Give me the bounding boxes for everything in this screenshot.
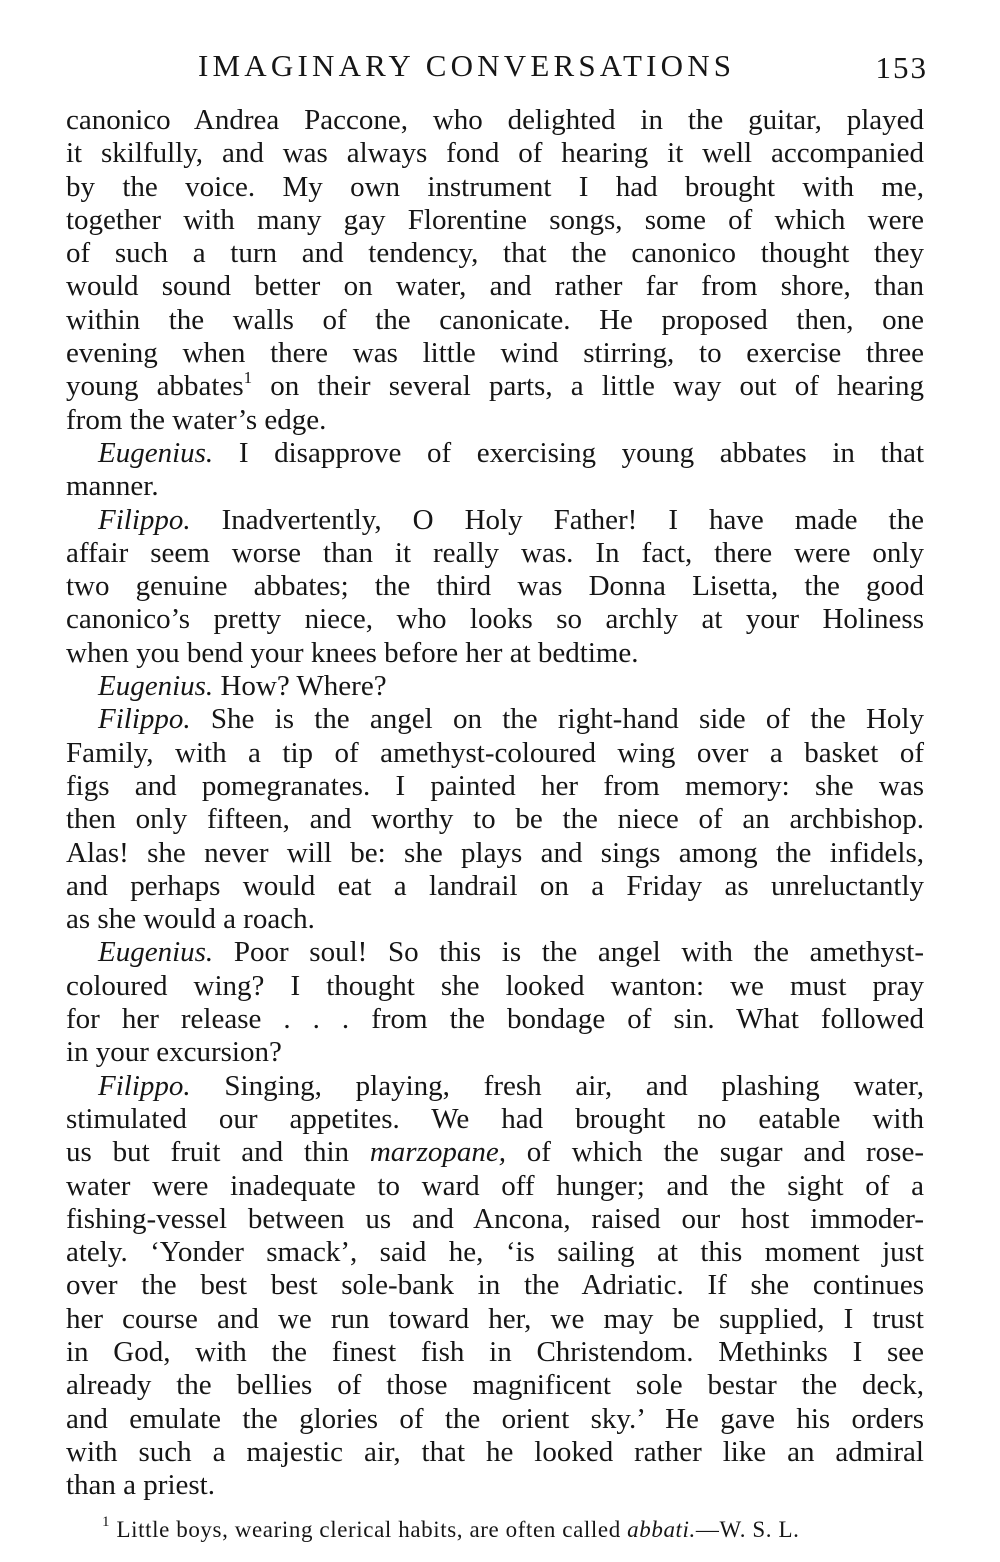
speech-line: [66, 437, 924, 470]
speaker-name: Eugenius.: [98, 936, 214, 969]
text-line: water were inadequate to ward off hunger; and the sight of a: [66, 1169, 924, 1202]
footnote-reference: 1: [243, 367, 253, 387]
text-line: and perhaps would eat a landrail on a Friday as unreluctantly: [66, 869, 924, 902]
footnote-italic-word: abbati.: [627, 1517, 696, 1542]
text-line: from the water’s edge.: [66, 403, 327, 436]
text-line: Alas! she never will be: she plays and sings among the infidels,: [66, 836, 924, 869]
text-line: canonico Andrea Paccone, who delighted in the guitar, played: [66, 104, 924, 136]
text-line: and emulate the glories of the orient sky.’ He gave his orders: [66, 1402, 924, 1435]
speech-line: [66, 504, 924, 537]
text-line: Family, with a tip of amethyst-coloured wing over a basket of: [66, 736, 924, 769]
text-line: within the walls of the canonicate. He proposed then, one: [66, 303, 924, 336]
speaker-name: Eugenius.: [98, 436, 214, 469]
text-line: canonico’s pretty niece, who looks so archly at your Holiness: [66, 603, 924, 636]
footnote-text: Little boys, wearing clerical habits, are often called: [110, 1517, 628, 1542]
text-line: for her release . . . from the bondage of sin. What followed: [66, 1003, 924, 1036]
speaker-name: Eugenius.: [98, 670, 214, 703]
footnote-marker: 1: [102, 1514, 111, 1531]
speech-text: Poor soul! So this is the angel with the amethyst-: [213, 936, 924, 969]
text-fragment: us but fruit and thin: [66, 1136, 370, 1169]
speech-line: [66, 703, 924, 736]
text-line: in God, with the finest fish in Christendom. Methinks I see: [66, 1335, 924, 1368]
text-line: in your excursion?: [66, 1036, 282, 1069]
text-line: it skilfully, and was always fond of hearing it well accompanied: [66, 137, 924, 170]
footnote: [102, 1514, 922, 1546]
running-title: IMAGINARY CONVERSATIONS: [198, 48, 736, 83]
text-line: coloured wing? I thought she looked wanton: we must pray: [66, 969, 924, 1002]
speech-text: I disapprove of exercising young abbates in that: [213, 436, 924, 469]
text-line: fishing-vessel between us and Ancona, raised our host immoder-: [66, 1202, 924, 1235]
text-line: together with many gay Florentine songs, some of which were: [66, 203, 924, 236]
page-number: 153: [875, 50, 928, 85]
text-line: would sound better on water, and rather far from shore, than: [66, 270, 924, 303]
text-line: manner.: [66, 470, 159, 503]
text-line: affair seem worse than it really was. In fact, there were only: [66, 536, 924, 569]
speaker-name: Filippo.: [98, 503, 191, 536]
speaker-name: Filippo.: [98, 1069, 191, 1102]
text-line: of such a turn and tendency, that the canonico thought they: [66, 237, 924, 270]
text-line: [66, 1136, 924, 1169]
speech-line: [66, 1070, 924, 1103]
text-line: as she would a roach.: [66, 903, 315, 936]
text-line: with such a majestic air, that he looked rather like an admiral: [66, 1435, 924, 1468]
text-line: over the best best sole-bank in the Adriatic. If she continues: [66, 1269, 924, 1302]
text-line: then only fifteen, and worthy to be the niece of an archbishop.: [66, 803, 924, 836]
speech-text: She is the angel on the right-hand side of the Holy: [190, 703, 924, 736]
italic-word: marzopane,: [369, 1136, 506, 1169]
body-text: [66, 104, 924, 1502]
text-line: than a priest.: [66, 1469, 215, 1502]
speaker-name: Filippo.: [98, 703, 191, 736]
text-line: her course and we run toward her, we may be supplied, I trust: [66, 1302, 924, 1335]
text-line: evening when there was little wind stirring, to exercise three: [66, 337, 924, 370]
text-line: already the bellies of those magnificent sole bestar the deck,: [66, 1369, 924, 1402]
text-fragment: young abbates: [66, 370, 244, 403]
speech-text: Singing, playing, fresh air, and plashing water,: [190, 1069, 924, 1102]
speech-text: How? Where?: [213, 670, 387, 703]
speech-line: [66, 670, 924, 703]
text-line: figs and pomegranates. I painted her from memory: she was: [66, 769, 924, 802]
text-line: by the voice. My own instrument I had brought with me,: [66, 170, 924, 203]
running-head: [66, 44, 928, 88]
text-line: when you bend your knees before her at bedtime.: [66, 636, 639, 669]
speech-line: [66, 936, 924, 969]
text-line: [66, 367, 924, 403]
speech-text: Inadvertently, O Holy Father! I have made the: [190, 503, 924, 536]
text-line: stimulated our appetites. We had brought no eatable with: [66, 1102, 924, 1135]
text-fragment: on their several parts, a little way out of hearing: [252, 370, 924, 403]
text-fragment: of which the sugar and rose-: [505, 1136, 924, 1169]
text-line: two genuine abbates; the third was Donna Lisetta, the good: [66, 570, 924, 603]
footnote-attribution: —W. S. L.: [695, 1517, 800, 1542]
text-line: ately. ‘Yonder smack’, said he, ‘is sailing at this moment just: [66, 1236, 924, 1269]
